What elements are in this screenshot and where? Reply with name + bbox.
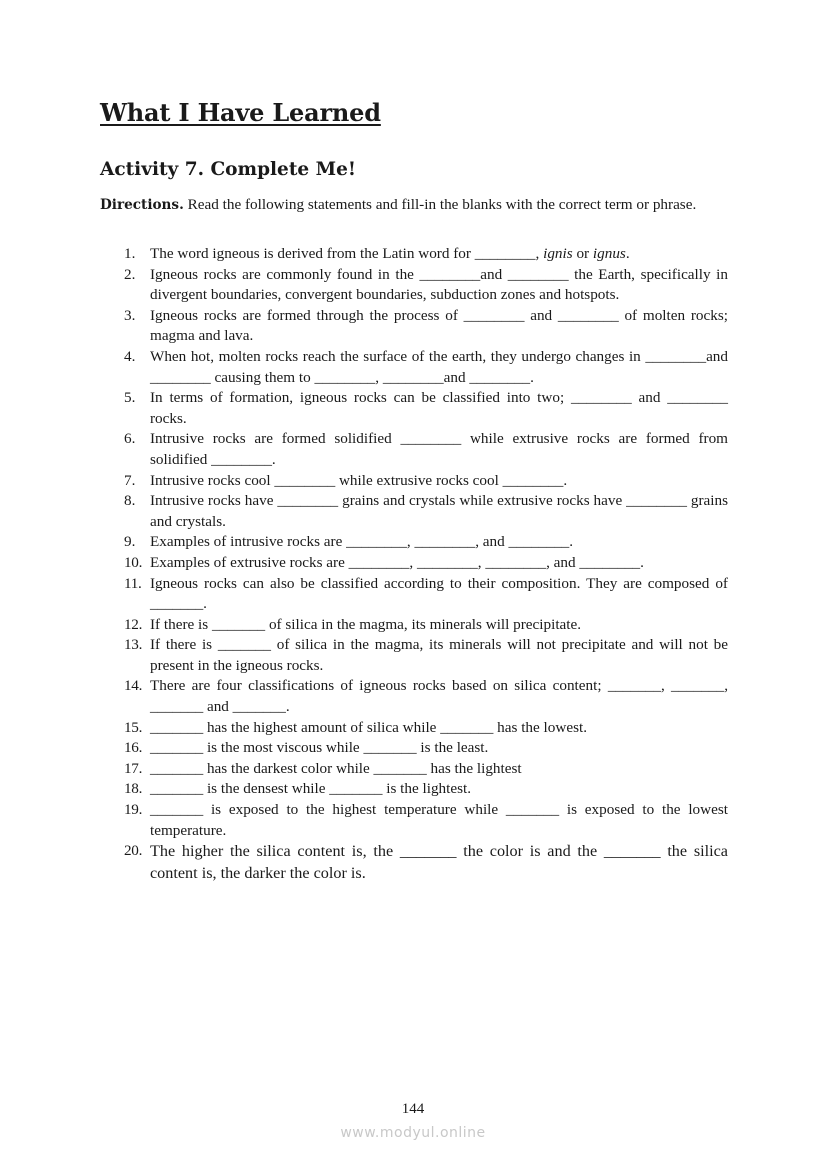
page-number: 144 [401,1101,425,1117]
question-item-13 [124,635,728,676]
item-number: 3. [124,306,136,324]
item-number: 19. [124,801,143,819]
item-number: 10. [124,553,143,571]
item-number: 1. [124,245,136,262]
item-text: Examples of intrusive rocks are ________, ________, and ________. [150,533,574,551]
item-number: 20. [124,842,143,860]
item-text: _______ is exposed to the highest temperature while _______ is exposed to the lowest temperature. [150,801,728,839]
item-text: When hot, molten rocks reach the surface of the earth, they undergo changes in ________and ________ causing them to ________, ________and ________. [150,347,728,386]
item-number: 14. [124,677,143,695]
question-item-18 [124,779,728,800]
question-item-6 [124,429,728,470]
watermark: www.modyul.online [340,1125,486,1141]
item-text: _______ is the densest while _______ is the lightest. [150,780,472,798]
item-number: 6. [124,430,136,448]
item-number: 16. [124,739,143,757]
item-number: 4. [124,347,136,365]
question-item-12 [124,615,728,636]
item-text: Intrusive rocks are formed solidified ________ while extrusive rocks are formed from solidified ________. [150,430,728,468]
item-text: If there is _______ of silica in the magma, its minerals will precipitate. [150,615,582,633]
item-number: 18. [124,780,143,798]
item-text: If there is _______ of silica in the magma, its minerals will not precipitate and will not be present in the igneous rocks. [150,636,728,674]
question-item-17 [124,759,728,780]
item-text: There are four classifications of igneous rocks based on silica content; _______, _______, _______ and _______. [150,677,728,716]
item-text: Intrusive rocks cool ________ while extrusive rocks cool ________. [150,471,568,489]
question-item-2 [124,265,728,306]
item-number: 17. [124,759,143,777]
item-text: The higher the silica content is, the _______ the color is and the _______ the silica content is, the darker the color is. [150,842,728,882]
question-list [124,244,728,884]
question-item-20 [124,841,728,884]
item-number: 7. [124,471,136,489]
item-number: 5. [124,389,136,407]
item-text: _______ has the highest amount of silica while _______ has the lowest. [150,718,587,736]
question-item-8 [124,491,728,532]
item-number: 9. [124,533,136,551]
directions-label: Directions. [100,197,184,213]
directions [100,195,730,216]
item-text: In terms of formation, igneous rocks can be classified into two; ________ and ________ rocks. [150,389,728,427]
question-item-10 [124,553,728,574]
question-item-4 [124,347,728,388]
item-number: 15. [124,718,143,736]
question-item-14 [124,676,728,717]
question-item-7 [124,471,728,492]
directions-text: Read the following statements and fill-in the blanks with the correct term or phrase. [183,196,697,213]
item-text: _______ has the darkest color while _______ has the lightest [150,759,522,777]
item-text: _______ is the most viscous while _______ is the least. [150,739,489,757]
item-text: The word igneous is derived from the Latin word for ________, ignis or ignus. [150,245,630,262]
question-item-15 [124,718,728,739]
item-number: 11. [124,574,142,592]
item-number: 12. [124,615,143,633]
item-number: 8. [124,492,136,510]
question-item-3 [124,306,728,347]
item-text: Examples of extrusive rocks are ________, ________, ________, and ________. [150,553,644,571]
question-item-19 [124,800,728,841]
question-item-16 [124,738,728,759]
question-item-5 [124,388,728,429]
item-number: 13. [124,636,143,654]
question-item-9 [124,532,728,553]
item-number: 2. [124,265,136,283]
item-text: Intrusive rocks have ________ grains and crystals while extrusive rocks have ________ grains and crystals. [150,492,728,530]
activity-title: Activity 7. Complete Me! [100,159,356,180]
question-item-1 [124,244,728,265]
item-text: Igneous rocks are formed through the process of ________ and ________ of molten rocks; magma and lava. [150,306,728,345]
item-text: Igneous rocks are commonly found in the ________and ________ the Earth, specifically in divergent boundaries, convergent boundaries, subduction zones and hotspots. [150,265,728,304]
page-title: What I Have Learned [100,98,381,127]
item-text: Igneous rocks can also be classified according to their composition. They are composed of _______. [150,574,728,613]
question-item-11 [124,574,728,615]
